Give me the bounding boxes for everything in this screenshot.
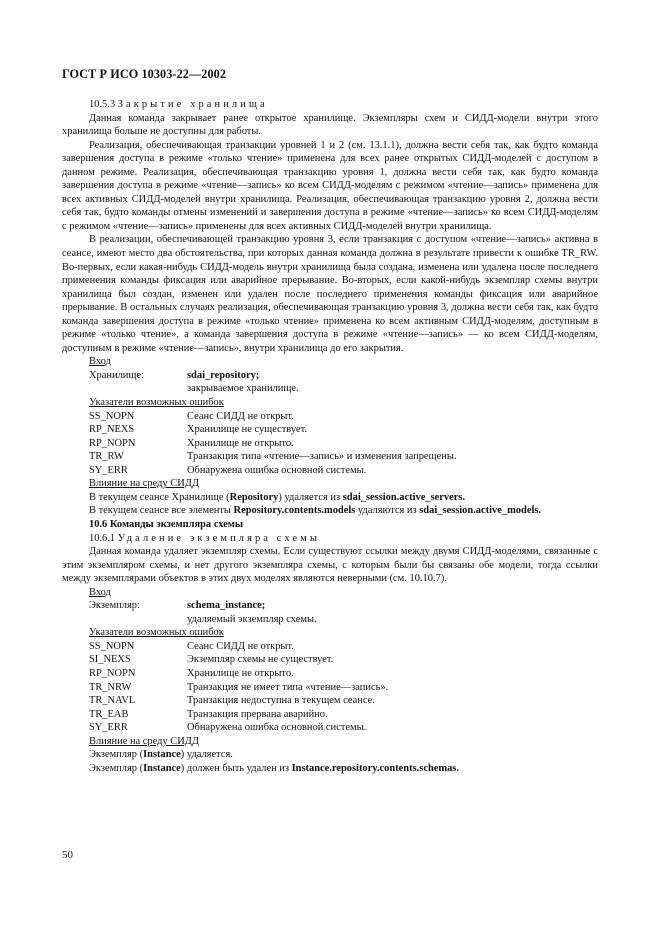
effect-term: Instance.repository.contents.schemas. [291,762,459,774]
effect-line [62,762,598,776]
error-code: RP_NOPN [89,667,136,679]
input-key: Экземпляр: [89,600,140,612]
effect-line [62,504,598,518]
error-row [62,437,598,451]
error-code: TR_RW [89,451,124,463]
effect-text: ) удаляется из [278,491,343,503]
error-code: TR_NRW [89,681,132,693]
error-list [62,640,598,735]
error-row [62,667,598,681]
error-text: Транзакция типа «чтение—запись» и изменения запрещены. [187,451,457,463]
effect-term: Instance [143,762,181,774]
effect-term: sdai_session.active_models. [419,505,542,517]
error-text: Сеанс СИДД не открыт. [187,410,294,422]
subsection-title: Удаление экземпляра схемы [117,532,320,544]
input-label: Вход [89,356,111,368]
subsection-10-5-3-heading [62,98,598,112]
input-row [62,599,598,613]
error-text: Транзакция не имеет типа «чтение—запись». [187,681,389,693]
error-text: Сеанс СИДД не открыт. [187,640,294,652]
subsection-title: Закрытие хранилища [117,99,268,110]
input-value: sdai_repository; [187,369,260,381]
subsection-10-6-1-heading [62,532,598,546]
effect-text: Экземпляр ( [89,749,144,761]
effect-term: Repository.contents.models [233,505,356,517]
error-code: SI_NEXS [89,654,131,666]
error-row [62,450,598,464]
error-code: SS_NOPN [89,640,135,652]
errors-label: Указатели возможных ошибок [89,397,224,409]
paragraph: В реализации, обеспечивающей транзакцию уровня 3, если транзакция с доступом «чтение—запись» активна в сеансе, имеют место два обстоятельства, при которых данная команда должна в результате привести к ошибке TR_RW. Во-первых, если какая-нибудь СИДД-модель внутри хранилища была создана, изменена или удалена после последнего применения команды фиксация или аварийное прерывание. Во-вторых, если какой-нибудь экземпляр схемы внутри хранилища был создан, изменен или удален после последнего применения команды фиксация или аварийное прерывание. В остальных случаях реализация, обеспечивающая транзакцию уровня 3, должна вести себя так, как будто команда завершения доступа в режиме «только чтение» применена ко всем активным СИДД-моделям, доступным в режиме «только чтение», а команда завершения доступа в режиме «чтение—запись» — ко всем СИДД-моделям, доступным в режиме «чтение—запись», внутри хранилища до его закрытия. [62,234,598,354]
error-text: Экземпляр схемы не существует. [187,654,334,666]
input-label: Вход [89,586,111,598]
effect-text: В текущем сеансе все элементы [89,505,234,517]
error-code: RP_NOPN [89,437,136,449]
paragraph: Реализация, обеспечивающая транзакции уровней 1 и 2 (см. 13.1.1), должна вести себя так, как будто команда завершения доступа в режиме «только чтение» применена для всех ранее открытых СИДД-моделей с доступом в данном режиме. Реализация, обеспечивающая транзакцию уровня 1, должна вести себя так, как будто команда завершения доступа в режиме «чтение—запись» ко всем СИДД-моделям с режимом «чтение—запись» применена для всех активных СИДД-моделей внутри хранилища. Реализация, обеспечивающая транзакцию уровня 2, должна вести себя так, будто команды отмены изменений и завершения доступа в режиме «чтение—запись» ко всем СИДД-моделям с режимом «чтение—запись» применены для всех активных СИДД-моделей внутри хранилища. [62,139,598,232]
input-description: закрываемое хранилище. [187,383,299,395]
input-description: удаляемый экземпляр схемы. [187,613,317,625]
effect-text: удаляются из [355,505,420,517]
document-header: ГОСТ Р ИСО 10303-22—2002 [62,67,227,81]
error-row [62,423,598,437]
error-row [62,653,598,667]
input-row [62,369,598,383]
error-code: SY_ERR [89,464,128,476]
errors-label: Указатели возможных ошибок [89,627,224,639]
effect-term: Instance [143,749,181,761]
effect-term: Repository [229,491,279,503]
effect-text: В текущем сеансе Хранилище ( [89,491,230,503]
error-code: RP_NEXS [89,424,135,436]
subsection-number: 10.6.1 [89,532,116,544]
error-row [62,681,598,695]
paragraph: Данная команда удаляет экземпляр схемы. Если существуют ссылки между двумя СИДД-моделями, связанные с этим экземпляром схемы, и нет другого экземпляра схемы, с которым были бы связаны обе модели, тогда ссылки между экземплярами объектов в этих двух моделях являются неверными (см. 10.10.7). [62,546,598,585]
error-row [62,410,598,424]
error-code: SS_NOPN [89,410,135,422]
effect-label: Влияние на среду СИДД [89,478,200,490]
error-text: Обнаружена ошибка основной системы. [187,464,367,476]
error-list [62,410,598,478]
paragraph: Данная команда закрывает ранее открытое хранилище. Экземпляры схем и СИДД-модели внутри этого хранилища больше не доступны для работы. [62,112,598,138]
section-10-6-heading: 10.6 Команды экземпляра схемы [89,518,244,530]
page-number: 50 [62,849,73,861]
error-row [62,640,598,654]
error-text: Транзакция недоступна в текущем сеансе. [187,695,375,707]
error-text: Обнаружена ошибка основной системы. [187,722,367,734]
error-row [62,464,598,478]
error-text: Хранилище не открыто. [187,667,294,679]
error-row [62,721,598,735]
error-row [62,694,598,708]
effect-line [62,748,598,762]
error-code: SY_ERR [89,722,128,734]
error-code: TR_EAB [89,708,129,720]
effect-term: sdai_session.active_servers. [342,491,466,503]
effect-text: ) удаляется. [180,749,233,761]
effect-line [62,491,598,505]
error-code: TR_NAVL [89,695,136,707]
error-row [62,708,598,722]
effect-text: ) должен быть удален из [180,762,292,774]
error-text: Транзакция прервана аварийно. [187,708,328,720]
error-text: Хранилище не открыто. [187,437,294,449]
input-value: schema_instance; [187,600,266,612]
document-body [62,98,598,775]
effect-label: Влияние на среду СИДД [89,735,200,747]
effect-text: Экземпляр ( [89,762,144,774]
error-text: Хранилище не существует. [187,424,307,436]
input-key: Хранилище: [89,369,144,381]
subsection-number: 10.5.3 [89,99,116,110]
